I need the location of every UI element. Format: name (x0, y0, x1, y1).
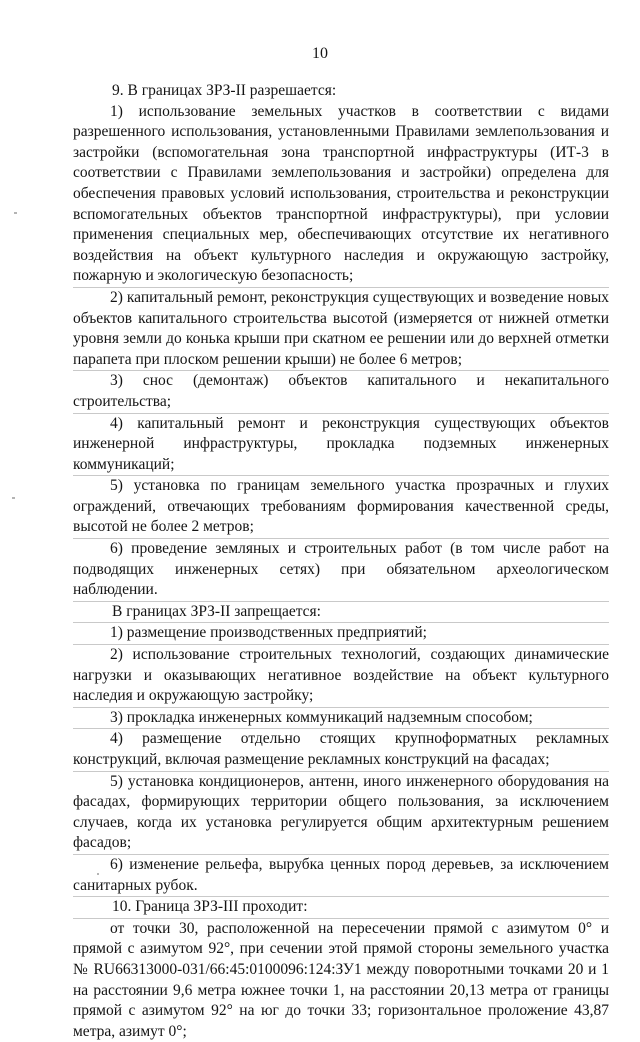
prohibited-item-3: 3) прокладка инженерных коммуникаций надземным способом; (73, 708, 609, 730)
allowed-item-5: 5) установка по границам земельного участка прозрачных и глухих ограждений, отвечающих требованиям формирования качественной среды, высотой не более 2 метров; (73, 476, 609, 539)
prohibited-heading: В границах ЗРЗ-II запрещается: (73, 602, 609, 624)
document-body (73, 81, 609, 1042)
scan-speck (14, 212, 17, 214)
prohibited-item-6: 6) изменение рельефа, вырубка ценных пород деревьев, за исключением санитарных рубок. (73, 855, 609, 897)
allowed-item-6: 6) проведение земляных и строительных работ (в том числе работ на подводящих инженерных сетях) при обязательном археологическом наблюдении. (73, 539, 609, 602)
boundary-description: от точки 30, расположенной на пересечении прямой с азимутом 0° и прямой с азимутом 92°, при сечении этой прямой стороны земельного участка № RU66313000-031/66:45:0100096:124:ЗУ1 между поворотными точками 20 и 1 на расстоянии 9,6 метра южнее точки 1, на расстоянии 20,13 метра от границы прямой с азимутом 92° на юг до точки 33; горизонтальное проложение 43,87 метра, азимут 0°; (73, 919, 609, 1040)
scan-speck (97, 873, 99, 875)
allowed-item-1: 1) использование земельных участков в соответствии с видами разрешенного использования, установленными Правилами землепользования и застройки (вспомогательная зона транспортной инфраструктуры (ИТ-3 в соответствии с Правилами землепользования и застройки) определена для обеспечения правовых условий использования, строительства и реконструкции вспомогательных объектов транспортной инфраструктуры), при условии применения специальных мер, обеспечивающих отсутствие их негативного воздействия на объект культурного наследия и окружающую застройку, пожарную и экологическую безопасность; (73, 102, 609, 288)
page-number: 10 (312, 45, 328, 62)
allowed-item-2: 2) капитальный ремонт, реконструкция существующих и возведение новых объектов капитального строительства высотой (измеряется от нижней отметки уровня земли до конька крыши при скатном ее решении или до верхней отметки парапета при плоском решении крыши) не более 6 метров; (73, 288, 609, 371)
allowed-item-4: 4) капитальный ремонт и реконструкция существующих объектов инженерной инфраструктуры, прокладка подземных инженерных коммуникаций; (73, 414, 609, 477)
prohibited-item-4: 4) размещение отдельно стоящих крупноформатных рекламных конструкций, включая размещение рекламных конструкций на фасадах; (73, 729, 609, 771)
section-9-heading: 9. В границах ЗРЗ-II разрешается: (112, 82, 337, 99)
prohibited-item-5: 5) установка кондиционеров, антенн, иного инженерного оборудования на фасадах, формирующих территории общего пользования, за исключением случаев, когда их установка регулируется общим архитектурным решением фасадов; (73, 772, 609, 855)
section-10-heading: 10. Граница ЗРЗ-III проходит: (73, 897, 609, 919)
scan-speck (12, 497, 15, 499)
allowed-item-3: 3) снос (демонтаж) объектов капитального и некапитального строительства; (73, 371, 609, 413)
prohibited-item-1: 1) размещение производственных предприятий; (73, 623, 609, 645)
prohibited-item-2: 2) использование строительных технологий, создающих динамические нагрузки и оказывающих негативное воздействие на объект культурного наследия и окружающую застройку; (73, 645, 609, 708)
